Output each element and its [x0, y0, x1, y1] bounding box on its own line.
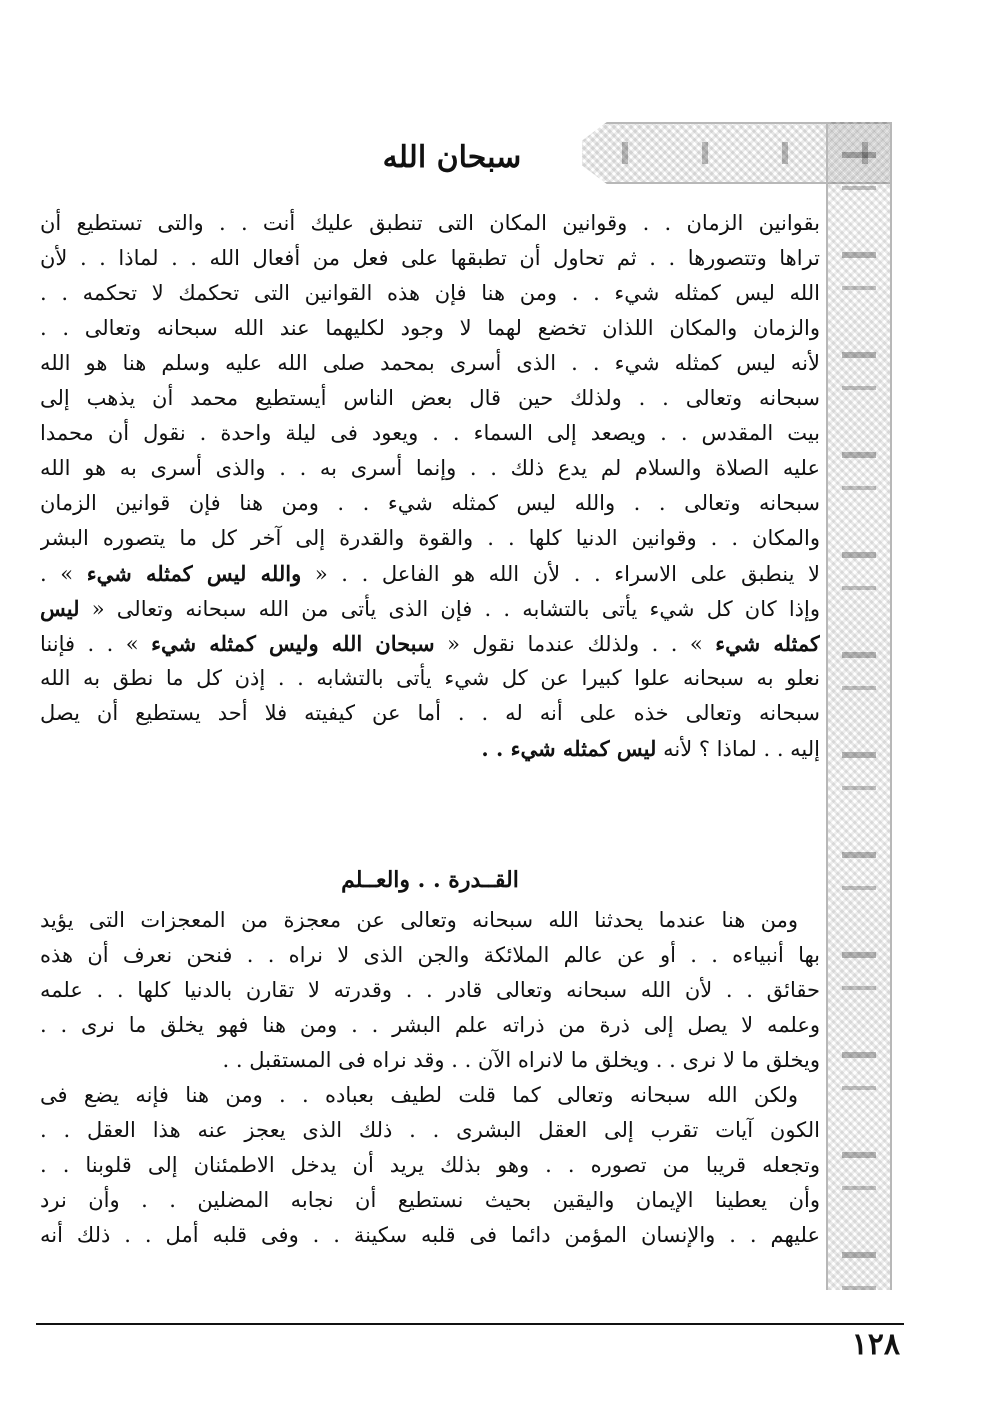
text-line — [40, 556, 820, 591]
text-line: سبحانه وتعالى . . ولذلك حين قال بعض الناس أيستطيع محمد أن يذهب إلى — [40, 386, 820, 410]
text-line: وعلمه لا يصل إلى ذرة من ذراته علم البشر . . ومن هنا فهو يخلق ما نرى . . — [40, 1013, 820, 1037]
text-line: والزمان والمكان اللذان تخضع لهما لا وجود لكليهما عند الله سبحانه وتعالى . . — [40, 316, 820, 340]
text-segment: » . — [40, 562, 74, 586]
text-line: سبحانه وتعالى خذه على أنه له . . أما عن كيفيته فلا أحد يستطيع أن يصل — [40, 701, 820, 725]
body-text — [40, 206, 820, 766]
footer-rule — [36, 1323, 904, 1325]
section-heading: القــدرة . . والعــلم — [341, 867, 519, 893]
text-line: والمكان . . وقوانين الدنيا كلها . . والقوة والقدرة إلى آخر كل ما يتصوره البشر — [40, 526, 820, 550]
page-number: ١٢٨ — [851, 1327, 900, 1362]
text-line: بقوانين الزمان . . وقوانين المكان التى تنطبق عليك أنت . . والتى تستطيع أن — [40, 211, 820, 235]
text-segment: » . . ولذلك عندما نقول « — [447, 632, 703, 656]
text-line: حقائق . . لأن الله سبحانه وتعالى قادر . . وقدرته لا تقارن بالدنيا كلها . . علمه — [40, 978, 820, 1002]
section-body-text — [40, 903, 820, 1253]
bold-phrase: ليس كمثله شيء . . — [481, 736, 657, 761]
text-line: الكون آيات تقرب إلى العقل البشرى . . ذلك الذى يعجز عنه هذا العقل . . — [40, 1118, 820, 1142]
bold-phrase: سبحان الله وليس كمثله شيء — [151, 631, 435, 656]
text-segment: » . . فإننا — [40, 632, 139, 656]
bold-phrase: كمثله شيء — [715, 631, 820, 656]
text-line: عليه الصلاة والسلام لم يدع ذلك . . وإنما أسرى به . . والذى أسرى به هو الله — [40, 456, 820, 480]
text-line — [40, 591, 820, 626]
text-line: تراها وتتصورها . . ثم تحاول أن تطبقها على فعل من أفعال الله . . لماذا . . لأن — [40, 246, 820, 270]
running-header-title: سبحان الله — [382, 140, 522, 175]
text-line — [40, 626, 820, 661]
text-line — [40, 731, 820, 766]
text-line: الله ليس كمثله شيء . . ومن هنا فإن هذه القوانين التى تحكمك لا تحكمه . . — [40, 281, 820, 305]
text-line: ويخلق ما لا نرى . . ويخلق ما لانراه الآن . . وقد نراه فى المستقبل . . — [222, 1048, 820, 1072]
border-ornament — [826, 122, 892, 1290]
text-line: لأنه ليس كمثله شيء . . الذى أسرى بمحمد صلى الله عليه وسلم هنا هو الله — [40, 351, 820, 375]
text-line: ولكن الله سبحانه وتعالى كما قلت لطيف بعباده . . ومن هنا فإنه يضع فى — [40, 1083, 798, 1107]
bold-phrase: والله ليس كمثله شيء — [86, 561, 302, 586]
bold-phrase: ليس — [40, 596, 80, 621]
text-line: بها أنبياءه . . أو عن عالم الملائكة والجن الذى لا نراه . . فنحن نعرف أن هذه — [40, 943, 820, 967]
text-line: عليهم . . والإنسان المؤمن دائما فى قلبه سكينة . . وفى قلبه أمل . . ذلك أنه — [40, 1223, 820, 1247]
text-line: وأن يعطينا الإيمان واليقين بحيث نستطيع أن نجابه المضلين . . وأن نرد — [40, 1188, 820, 1212]
text-line: ومن هنا عندما يحدثنا الله سبحانه وتعالى عن معجزة من المعجزات التى يؤيد — [40, 908, 798, 932]
text-line: سبحانه وتعالى . . والله ليس كمثله شيء . . ومن هنا فإن قوانين الزمان — [40, 491, 820, 515]
text-line: بيت المقدس . . ويصعد إلى السماء . . ويعود فى ليلة واحدة . نقول أن محمدا — [40, 421, 820, 445]
text-line: وتجعله قريبا من تصوره . . وهو بذلك يريد أن يدخل الاطمئنان إلى قلوبنا . . — [40, 1153, 820, 1177]
text-segment: إليه . . لماذا ؟ لأنه — [663, 737, 820, 761]
text-segment: وإذا كان كل شيء يأتى بالتشابه . . فإن الذى يأتى من الله سبحانه وتعالى « — [91, 597, 820, 621]
text-line: نعلو به سبحانه علوا كبيرا عن كل شيء يأتى بالتشابه . . إذن كل ما نطق به الله — [40, 666, 820, 690]
text-segment: لا ينطبق على الاسراء . . لأن الله هو الفاعل . . « — [314, 562, 820, 586]
